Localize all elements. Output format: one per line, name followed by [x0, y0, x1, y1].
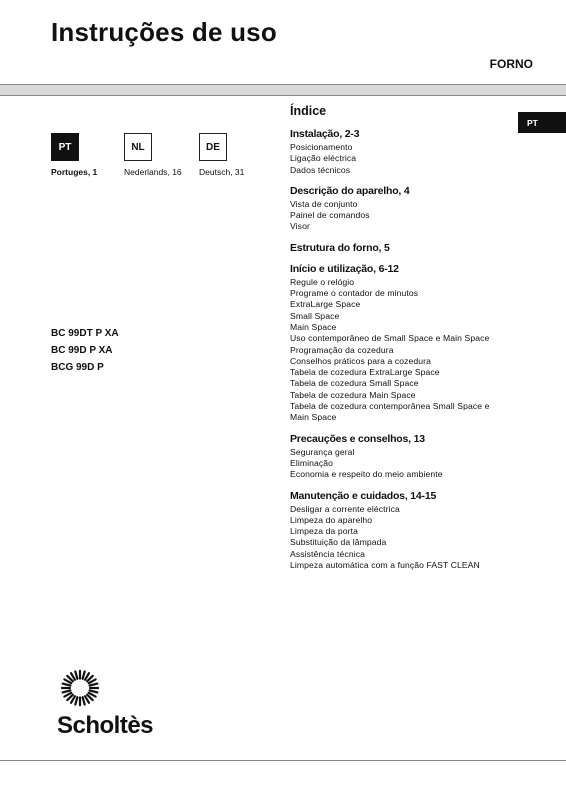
- toc-item[interactable]: Painel de comandos: [290, 210, 370, 221]
- toc-item[interactable]: Main Space: [290, 321, 337, 332]
- toc-section: [290, 490, 520, 572]
- toc-item[interactable]: Eliminação: [290, 457, 334, 468]
- toc-item[interactable]: Limpeza do aparelho: [290, 514, 373, 525]
- sunburst-ray: [90, 690, 98, 692]
- toc-section: [290, 433, 520, 481]
- language-label-pt: Portuges, 1: [51, 167, 98, 177]
- sunburst-icon: [55, 668, 105, 708]
- toc-item[interactable]: Desligar a corrente eléctrica: [290, 503, 400, 514]
- toc-section-title[interactable]: Instalação, 2-3: [290, 128, 360, 140]
- model-name: BC 99DT P XA: [51, 328, 119, 339]
- toc-item[interactable]: Small Space: [290, 310, 340, 321]
- toc-item[interactable]: ExtraLarge Space: [290, 299, 361, 310]
- toc-item[interactable]: Tabela de cozedura ExtraLarge Space: [290, 367, 440, 378]
- toc-item[interactable]: Uso contemporâneo de Small Space e Main Space: [290, 333, 490, 344]
- language-box-de[interactable]: DE: [199, 133, 227, 161]
- toc-item[interactable]: Tabela de cozedura contemporânea Small Space e: [290, 401, 490, 412]
- brand-logo-text: Scholtès: [57, 712, 154, 739]
- toc-item[interactable]: Posicionamento: [290, 142, 353, 152]
- toc-heading: Índice: [290, 104, 327, 118]
- product-type: FORNO: [489, 57, 533, 71]
- toc-section: [290, 185, 520, 233]
- language-label-nl: Nederlands, 16: [124, 167, 182, 177]
- toc-item[interactable]: Ligação eléctrica: [290, 153, 357, 164]
- toc-item[interactable]: Main Space: [290, 412, 337, 423]
- sunburst-ray: [83, 697, 85, 704]
- toc-item[interactable]: Vista de conjunto: [290, 198, 358, 209]
- toc-section-title[interactable]: Precauções e conselhos, 13: [290, 432, 425, 445]
- model-list: [51, 325, 119, 376]
- toc-item[interactable]: Dados técnicos: [290, 164, 351, 175]
- page-title: Instruções de uso: [51, 17, 277, 47]
- language-box-pt[interactable]: PT: [51, 133, 79, 161]
- sunburst-ray: [90, 684, 98, 686]
- toc-item[interactable]: Limpeza automática com a função FAST CLEAN: [290, 560, 480, 571]
- language-box-nl[interactable]: NL: [124, 133, 152, 161]
- toc-section-title[interactable]: Início e utilização, 6-12: [290, 262, 399, 275]
- language-label-de: Deutsch, 31: [199, 167, 245, 177]
- model-name: BC 99D P XA: [51, 345, 113, 356]
- sunburst-ray: [83, 671, 85, 678]
- model-name: BCG 99D P: [51, 362, 104, 373]
- toc-item[interactable]: Conselhos práticos para a cozedura: [290, 355, 431, 366]
- toc-item[interactable]: Tabela de cozedura Small Space: [290, 378, 419, 389]
- header-divider-bar: [0, 84, 566, 96]
- toc-section: [290, 263, 520, 424]
- sunburst-ray: [63, 684, 71, 686]
- toc-item[interactable]: Limpeza da porta: [290, 526, 359, 537]
- sunburst-ray: [63, 690, 71, 692]
- toc-section: [290, 128, 520, 176]
- toc-item[interactable]: Regule o relógio: [290, 276, 355, 287]
- toc-section-title[interactable]: Manutenção e cuidados, 14-15: [290, 489, 437, 502]
- toc-item[interactable]: Programe o contador de minutos: [290, 288, 419, 299]
- toc-section-title[interactable]: Estrutura do forno, 5: [290, 241, 390, 254]
- language-tab-pt[interactable]: PT: [518, 112, 566, 133]
- footer-divider: [0, 760, 566, 761]
- toc-item[interactable]: Segurança geral: [290, 446, 355, 457]
- table-of-contents: [290, 104, 520, 580]
- toc-item[interactable]: Substituição da lâmpada: [290, 537, 387, 548]
- toc-item[interactable]: Assistência técnica: [290, 548, 365, 559]
- sunburst-ray: [75, 671, 77, 678]
- toc-section-title[interactable]: Descrição do aparelho, 4: [290, 184, 410, 197]
- toc-section: [290, 242, 520, 254]
- toc-item[interactable]: Economia e respeito do meio ambiente: [290, 469, 443, 480]
- toc-item[interactable]: Tabela de cozedura Main Space: [290, 389, 416, 400]
- toc-item[interactable]: Visor: [290, 221, 310, 232]
- toc-item[interactable]: Programação da cozedura: [290, 344, 394, 355]
- sunburst-ray: [75, 697, 77, 704]
